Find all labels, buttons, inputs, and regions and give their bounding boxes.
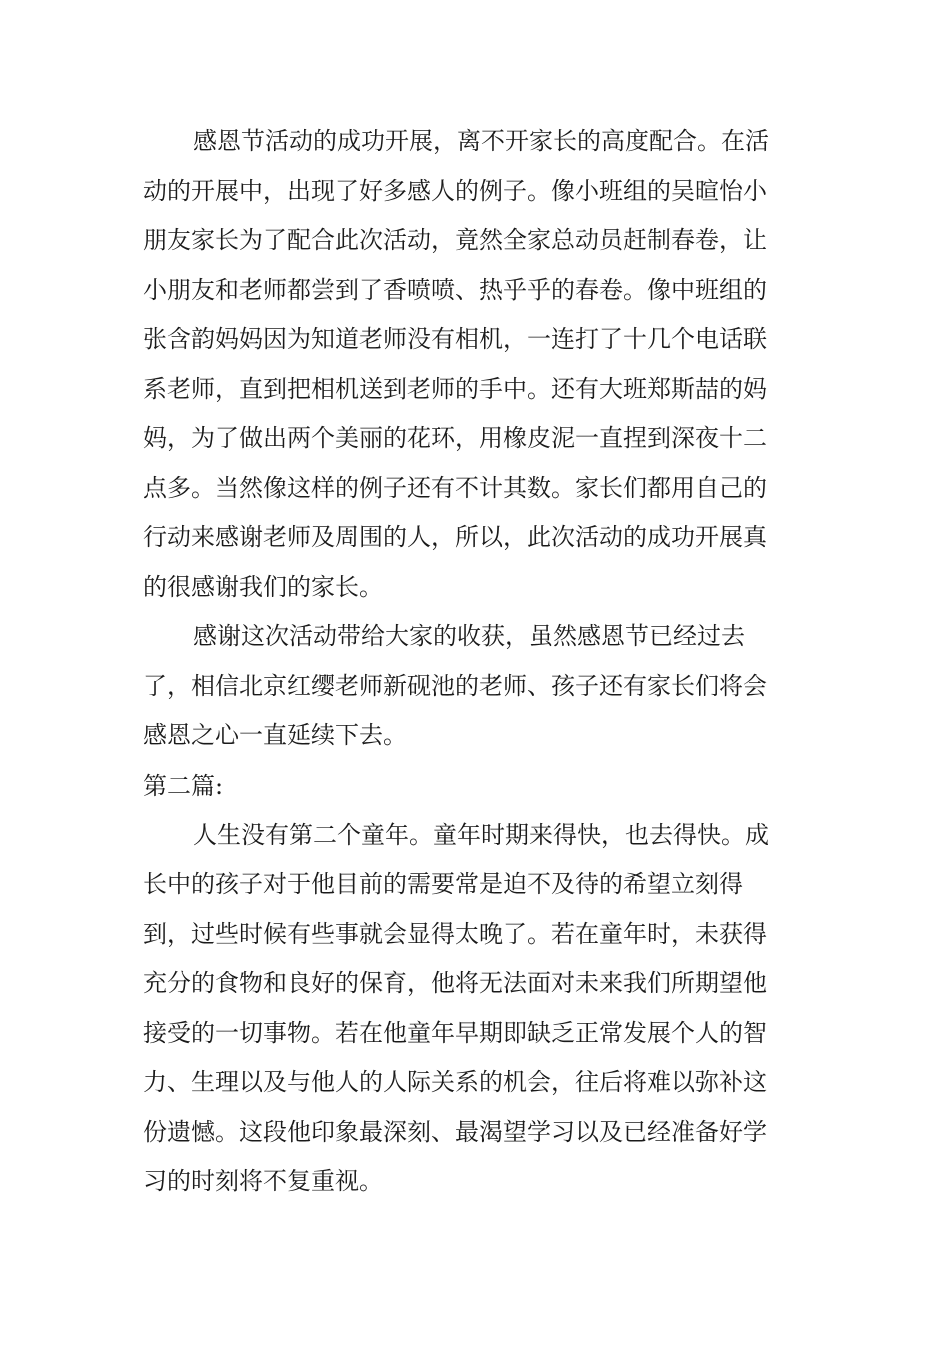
- text-line: 系老师，直到把相机送到老师的手中。还有大班郑斯喆的妈: [143, 374, 767, 403]
- text-line: 份遗憾。这段他印象最深刻、最渴望学习以及已经准备好学: [143, 1117, 767, 1146]
- section-heading: 第二篇:: [143, 771, 224, 800]
- text-line: 的很感谢我们的家长。: [143, 572, 383, 601]
- text-line: 人生没有第二个童年。童年时期来得快，也去得快。成: [193, 820, 769, 849]
- text-line: 感谢这次活动带给大家的收获，虽然感恩节已经过去: [193, 622, 745, 650]
- text-line: 妈，为了做出两个美丽的花环，用橡皮泥一直捏到深夜十二: [143, 424, 767, 452]
- text-line: 长中的孩子对于他目前的需要常是迫不及待的希望立刻得: [143, 870, 743, 898]
- text-line: 力、生理以及与他人的人际关系的机会，往后将难以弥补这: [143, 1068, 767, 1096]
- text-line: 了，相信北京红缨老师新砚池的老师、孩子还有家长们将会: [143, 671, 767, 700]
- text-line: 习的时刻将不复重视。: [143, 1167, 383, 1195]
- paragraph-childhood: [143, 811, 769, 1207]
- document-body: [143, 117, 769, 1207]
- text-line: 充分的食物和良好的保育，他将无法面对未来我们所期望他: [143, 969, 767, 997]
- text-line: 朋友家长为了配合此次活动，竟然全家总动员赶制春卷，让: [143, 226, 767, 254]
- text-line: 到，过些时候有些事就会显得太晚了。若在童年时，未获得: [143, 919, 767, 948]
- text-line: 小朋友和老师都尝到了香喷喷、热乎乎的春卷。像中班组的: [143, 275, 767, 304]
- text-line: 行动来感谢老师及周围的人，所以，此次活动的成功开展真: [143, 523, 767, 551]
- text-line: 张含韵妈妈因为知道老师没有相机，一连打了十几个电话联: [143, 325, 767, 353]
- text-line: 接受的一切事物。若在他童年早期即缺乏正常发展个人的智: [143, 1018, 767, 1047]
- text-line: 动的开展中，出现了好多感人的例子。像小班组的吴暄怡小: [143, 176, 767, 205]
- paragraph-harvest: [143, 612, 767, 761]
- paragraph-gratitude-parents: [143, 117, 769, 612]
- text-line: 感恩节活动的成功开展，离不开家长的高度配合。在活: [193, 127, 769, 155]
- text-line: 点多。当然像这样的例子还有不计其数。家长们都用自己的: [143, 473, 767, 502]
- text-line: 感恩之心一直延续下去。: [143, 721, 407, 749]
